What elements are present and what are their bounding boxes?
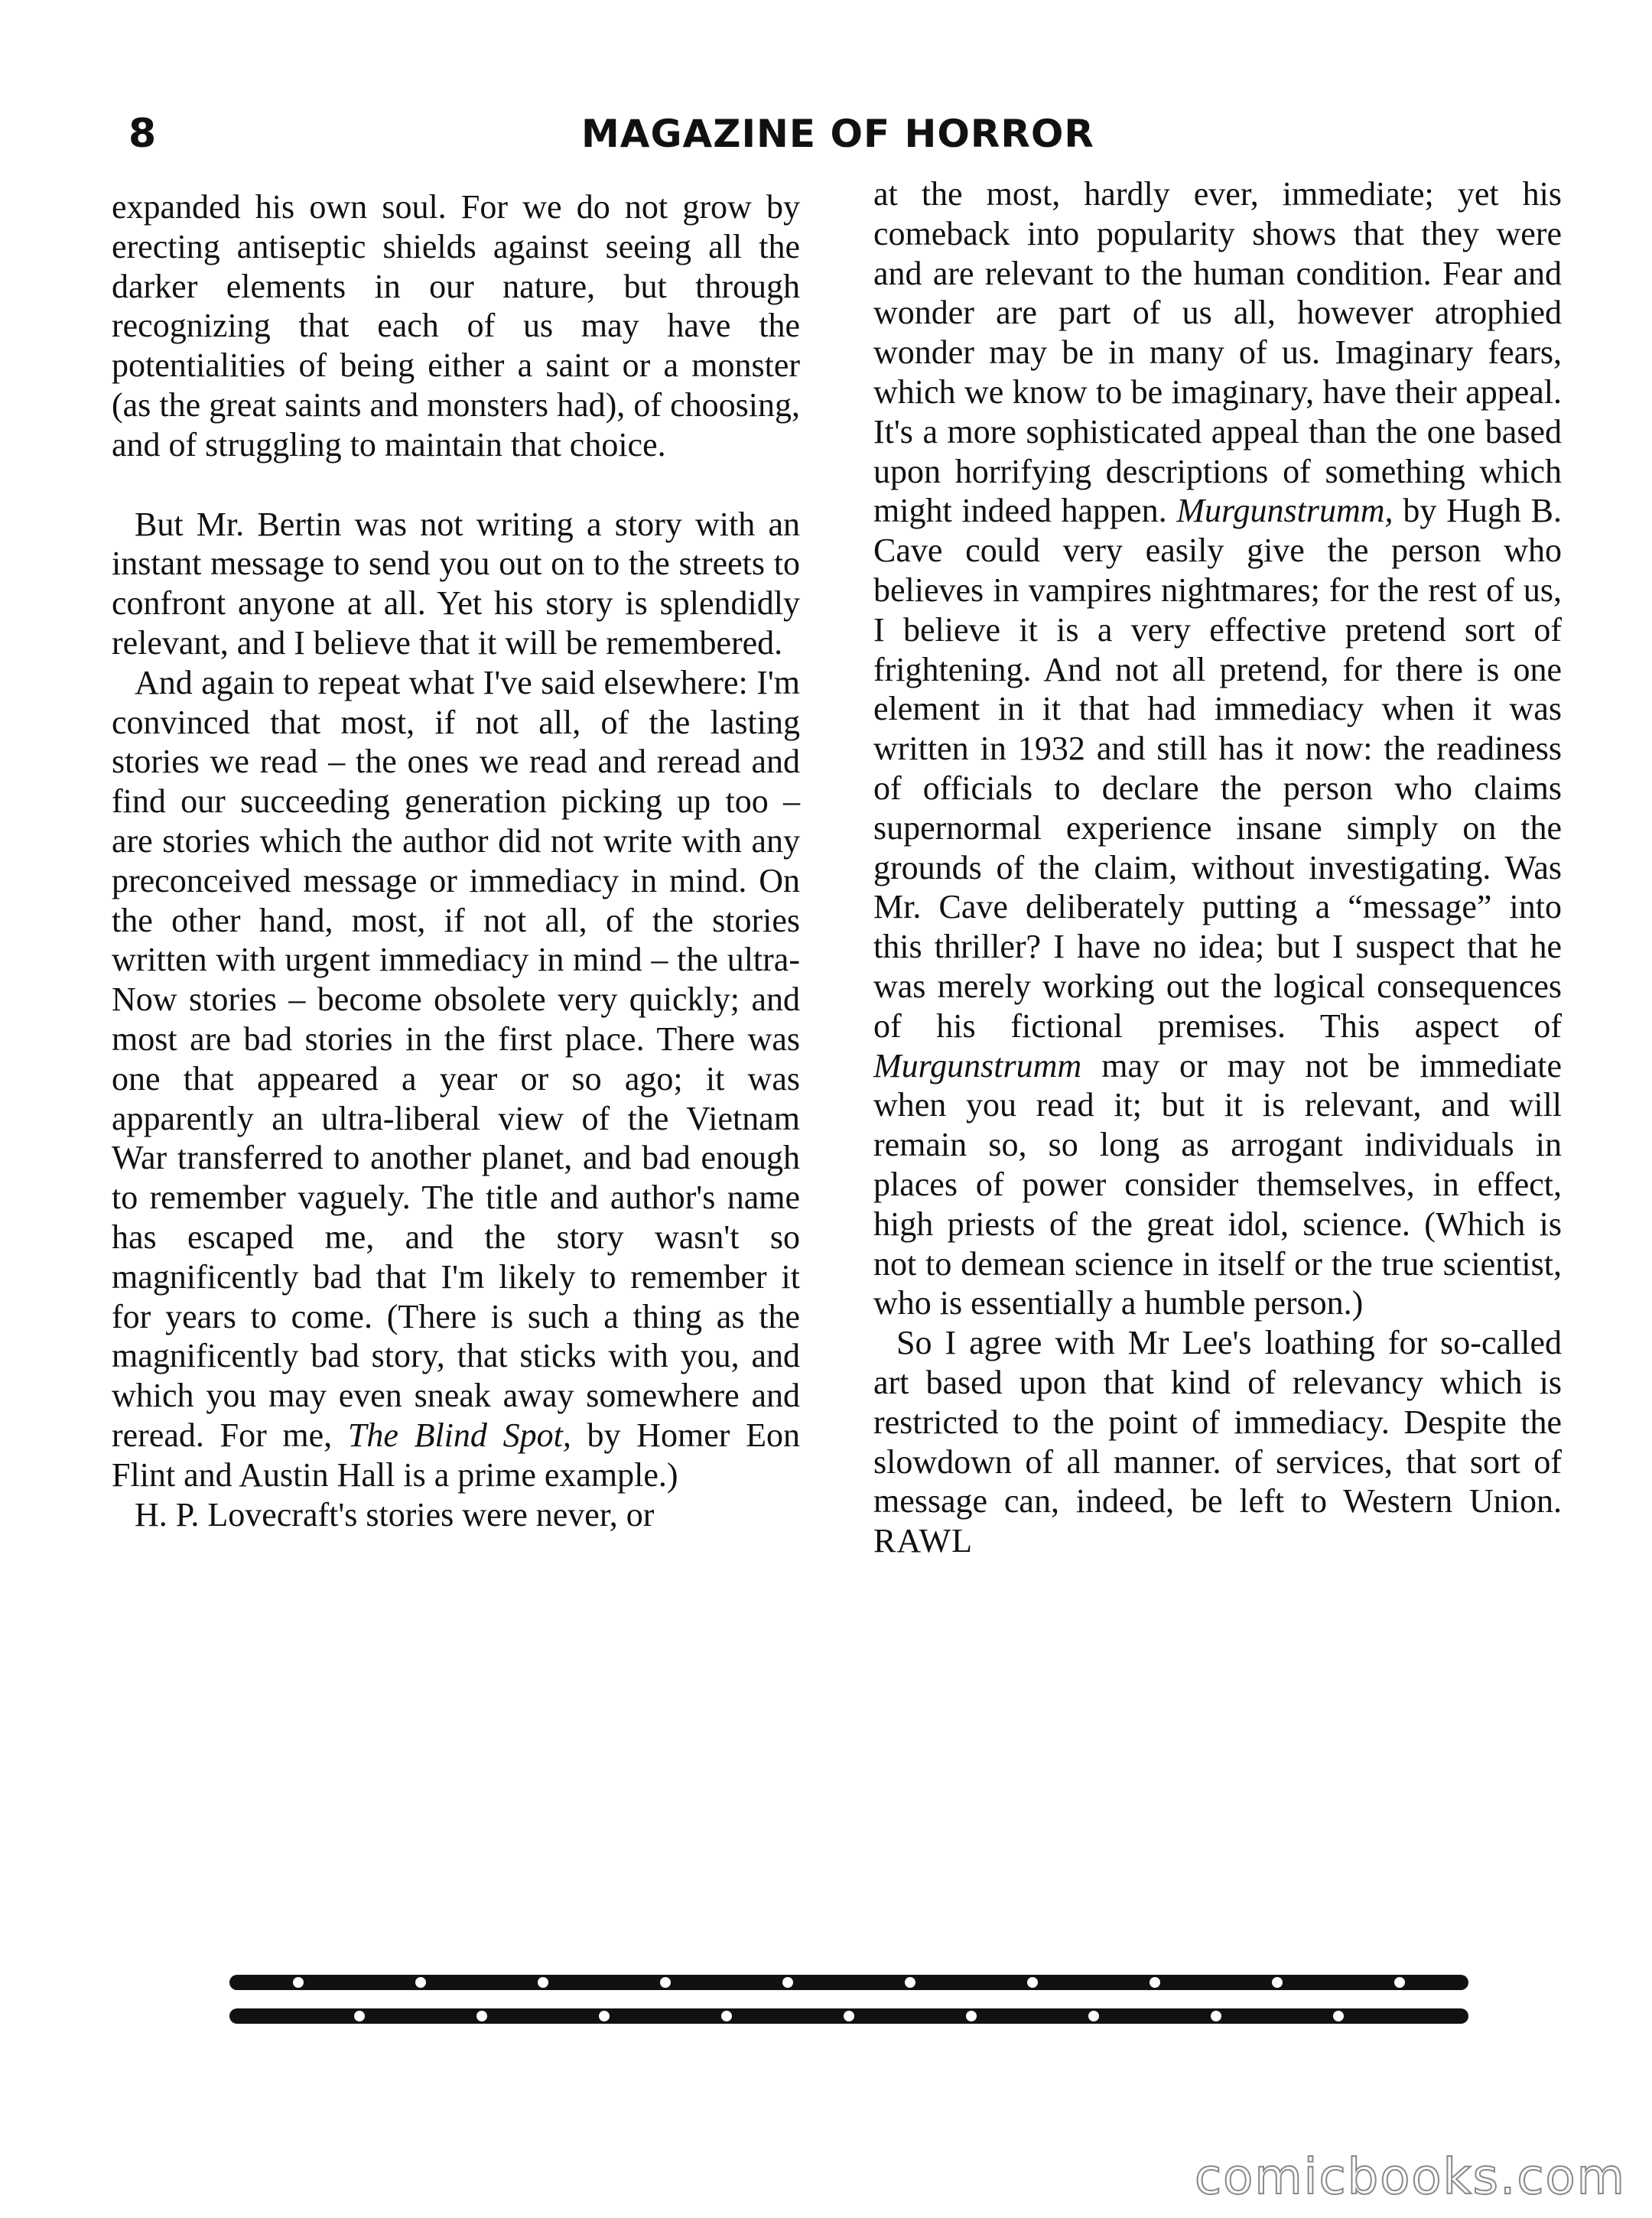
- right-column: [873, 174, 1562, 1561]
- left-paragraph-3-end: by Homer Eon Flint and Austin Hall is a prime example.): [112, 1416, 800, 1494]
- right-paragraph-2-text: So I agree with Mr Lee's loathing for so-called art based upon that kind of relevancy which is restricted to the point of immediacy. Despite the slowdown of all manner. of services, that sort of message can, indeed, be left to Western Union.: [873, 1324, 1562, 1520]
- page-number: 8: [128, 111, 157, 157]
- page-header: [0, 107, 1652, 161]
- left-paragraph-1: expanded his own soul. For we do not grow by erecting antiseptic shields against seeing all the darker elements in our nature, but through recognizing that each of us may have the potentialities of being either a saint or a monster (as the great saints and monsters had), of choosing, and of struggling to maintain that choice.: [112, 188, 800, 463]
- left-paragraph-4: H. P. Lovecraft's stories were never, or: [135, 1495, 655, 1533]
- right-paragraph-1: [873, 174, 1562, 1323]
- decorative-divider: [222, 1966, 1476, 2042]
- page-title: MAGAZINE OF HORROR: [581, 112, 1094, 156]
- right-paragraph-1a: at the most, hardly ever, immediate; yet his comeback into popularity shows that they were and are relevant to the human condition. Fear and wonder are part of us all, however atrophied wonder may be in many of us. Imaginary fears, which we know to be imaginary, have their appeal. It's a more sophisticated appeal than the one based upon horrifying descriptions of something which might indeed happen.: [873, 175, 1562, 530]
- right-paragraph-1c: may or may not be immediate when you read it; but it is relevant, and will remain so, so long as arrogant individuals in places of power consider themselves, in effect, high priests of the great idol, science. (Which is not to demean science in itself or the true scientist, who is essentially a humble person.): [873, 1046, 1563, 1322]
- book-title-blind-spot: The Blind Spot,: [347, 1416, 571, 1454]
- author-signature: RAWL: [873, 1522, 974, 1560]
- right-paragraph-1b: by Hugh B. Cave could very easily give the person who believes in vampires nightmares; for the rest of us, I believe it is a very effective pretend sort of frightening. And not all pretend, for there is one element in it that had immediacy when it was written in 1932 and still has it now: the readiness of officials to declare the person who claims supernormal experience insane simply on the grounds of the claim, without investigating. Was Mr. Cave deliberately putting a “message” into this thriller? I have no idea; but I suspect that he was merely working out the logical consequences of his fictional premises. This aspect of: [873, 492, 1562, 1045]
- left-paragraph-2: But Mr. Bertin was not writing a story with an instant message to send you out on to the streets to confront anyone at all. Yet his story is splendidly relevant, and I believe that it will be remembered.: [112, 505, 800, 662]
- book-title-murgunstrumm: Murgunstrumm,: [1176, 492, 1393, 530]
- left-paragraph-3: [112, 663, 800, 1495]
- watermark-logo: comicbooks.com: [1194, 2149, 1626, 2206]
- right-paragraph-2: [873, 1323, 1562, 1561]
- left-paragraph-3-text: And again to repeat what I've said elsewhere: I'm convinced that most, if not all, of the lasting stories we read – the ones we read and reread and find our succeeding generation picking up too – are stories which the author did not write with any preconceived message or immediacy in mind. On the other hand, most, if not all, of the stories written with urgent immediacy in mind – the ultra-Now stories – become obsolete very quickly; and most are bad stories in the first place. There was one that appeared a year or so ago; it was apparently an ultra-liberal view of the Vietnam War transferred to another planet, and bad enough to remember vaguely. The title and author's name has escaped me, and the story wasn't so magnificently bad that I'm likely to remember it for years to come. (There is such a thing as the magnificently bad story, that sticks with you, and which you may even sneak away somewhere and reread. For me,: [112, 663, 800, 1454]
- book-title-murgunstrumm-2: Murgunstrumm: [873, 1046, 1082, 1085]
- left-column: [112, 187, 800, 1534]
